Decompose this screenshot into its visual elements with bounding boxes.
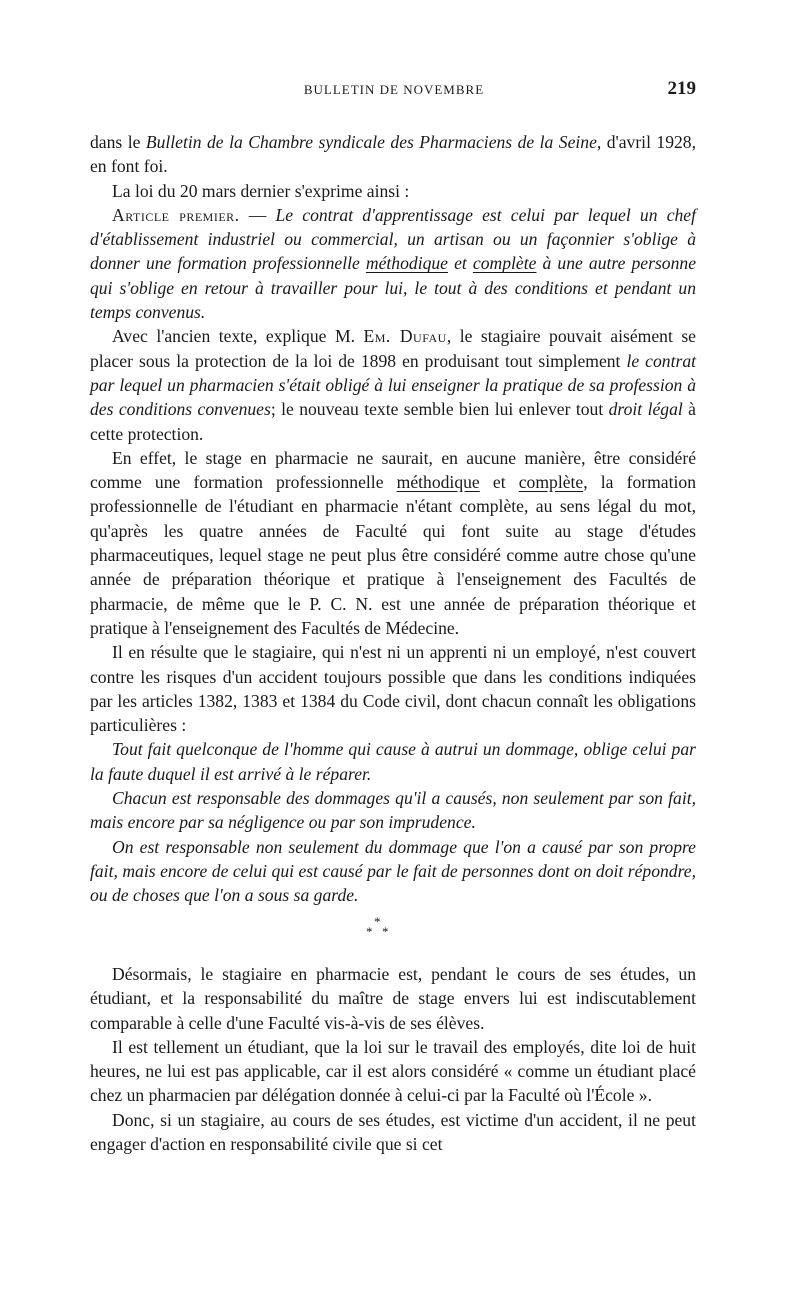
text: Avec l'ancien texte, explique M. — [112, 326, 364, 347]
text: d'avril 1928, en font foi. — [90, 132, 696, 177]
paragraph-6: Il en résulte que le stagiaire, qui n'est ni un apprenti ni un employé, n'est couvert contre les risques d'un accident toujours possible que dans les conditions indiquées par les articles 1382, 1383 et 1384 du Code civil, dont chacun connaît les obligations particulières : — [90, 642, 696, 736]
asterisk-left: * — [366, 924, 373, 939]
paragraph-4 — [90, 324, 696, 445]
text: En effet, le stage en pharmacie ne saurait, en aucune manière, être considéré comme une formation professionnelle — [90, 447, 696, 493]
dash: — — [239, 204, 276, 225]
paragraph-1 — [90, 130, 696, 179]
emphasis: droit légal — [608, 399, 683, 420]
article-label: Article premier. — [112, 204, 240, 225]
paragraph-5 — [90, 446, 696, 640]
page-header — [90, 78, 698, 104]
body-text-lower — [90, 962, 696, 1156]
underlined-word: méthodique — [365, 253, 448, 274]
paragraph-9: Donc, si un stagiaire, au cours de ses études, est victime d'un accident, il ne peut engager d'action en responsabilité civile que si cet — [90, 1109, 696, 1155]
asterism-separator — [360, 915, 400, 945]
text: dans le — [90, 132, 146, 152]
paragraph-article — [90, 203, 696, 324]
running-title: BULLETIN DE NOVEMBRE — [303, 82, 485, 97]
text: , la formation professionnelle de l'étudiant en pharmacie n'étant complète, au sens légal du mot, qu'après les quatre années de Faculté qui font suite au stage d'études pharmaceutiques, lequel stage ne peut plus être considéré comme autre chose qu'une année de préparation théorique et pratique à l'enseignement des Facultés de pharmacie, de même que le P. C. N. est une année de préparation théorique et pratique à l'enseignement des Facultés de Médecine. — [90, 472, 696, 638]
quote-article-1382: Tout fait quelconque de l'homme qui cause à autrui un dommage, oblige celui par la faute duquel il est arrivé à le réparer. — [90, 739, 696, 784]
author-name: Em. Dufau — [363, 326, 447, 347]
asterisk-right: * — [382, 924, 389, 939]
article-text: Le contrat d'apprentissage est celui par lequel un chef d'établissement industriel ou commercial, un artisan ou un façonnier s'oblige à donner une formation professionnelle — [90, 204, 696, 274]
quote-article-1383: Chacun est responsable des dommages qu'il a causés, non seulement par son fait, mais encore par sa négligence ou par son imprudence. — [90, 788, 696, 833]
quote-article-1384: On est responsable non seulement du dommage que l'on a causé par son propre fait, mais encore de celui qui est causé par le fait de personnes dont on doit répondre, ou de choses que l'on a sous sa garde. — [90, 836, 696, 906]
body-text-upper — [90, 130, 696, 908]
underlined-word: complète — [472, 253, 537, 274]
page-number: 219 — [667, 78, 696, 99]
quoted-text: le contrat par lequel un pharmacien s'était obligé à lui enseigner la pratique de sa profession à des conditions convenues — [90, 350, 697, 420]
asterisk-top: * — [374, 914, 381, 929]
bulletin-title: Bulletin de la Chambre syndicale des Pharmaciens de la Seine, — [145, 132, 602, 152]
text: ; le nouveau texte semble bien lui enlever tout — [270, 399, 609, 420]
underlined-word: méthodique — [396, 472, 480, 493]
paragraph-8: Il est tellement un étudiant, que la loi sur le travail des employés, dite loi de huit heures, ne lui est pas applicable, car il est alors considéré « comme un étudiant placé chez un pharmacien par délégation donnée à celui-ci par la Faculté où l'École ». — [90, 1036, 696, 1106]
paragraph-2: La loi du 20 mars dernier s'exprime ainsi : — [112, 180, 410, 201]
article-text: à une autre personne qui s'oblige en retour à travailler pour lui, le tout à des conditions et pendant un temps convenus. — [90, 253, 696, 323]
text: , le stagiaire pouvait aisément se placer sous la protection de la loi de 1898 en produisant tout simplement — [90, 326, 696, 371]
paragraph-7: Désormais, le stagiaire en pharmacie est, pendant le cours de ses études, un étudiant, et la responsabilité du maître de stage envers lui est indiscutablement comparable à celle d'une Faculté vis-à-vis de ses élèves. — [90, 964, 696, 1033]
text: à cette protection. — [90, 399, 696, 444]
article-text: et — [448, 253, 473, 274]
text: et — [479, 472, 519, 493]
underlined-word: complète — [518, 472, 584, 493]
